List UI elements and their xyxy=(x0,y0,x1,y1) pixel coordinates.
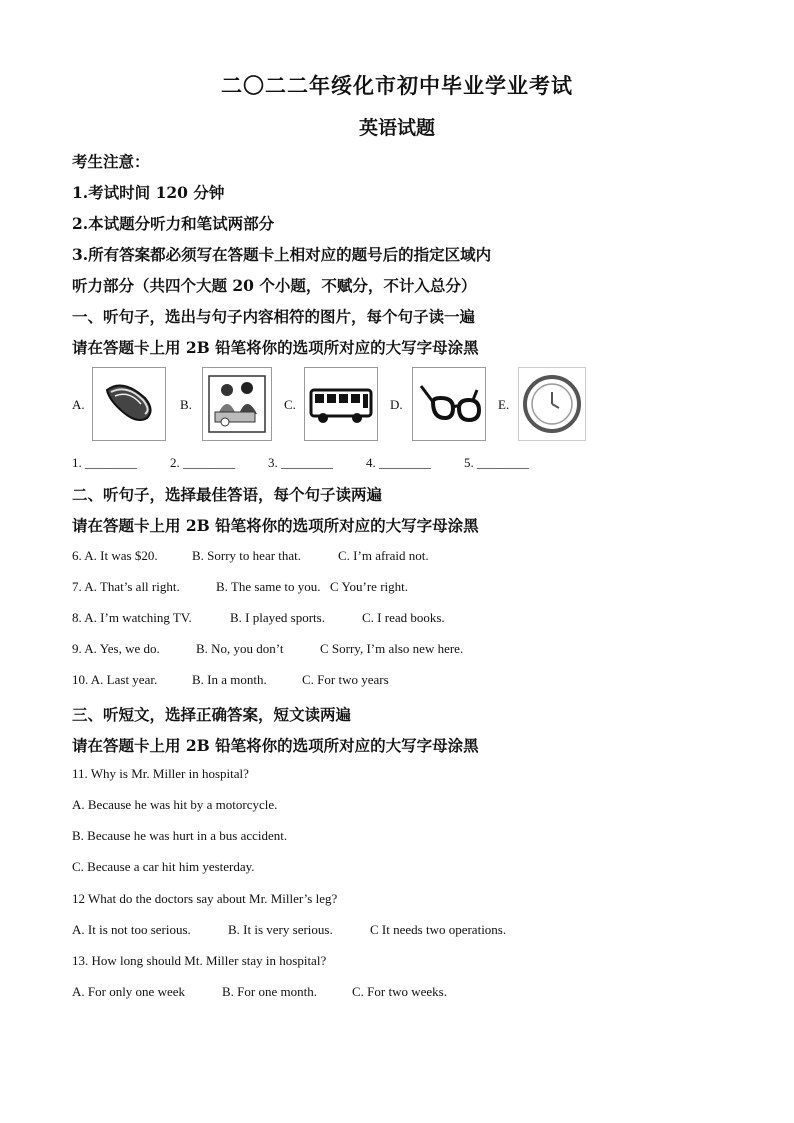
option-8a[interactable]: 8. A. I’m watching TV. xyxy=(72,610,192,625)
question-10 xyxy=(72,672,389,688)
question-12-options xyxy=(72,922,506,938)
picture-option-e[interactable] xyxy=(518,367,586,441)
option-11a[interactable]: A. Because he was hit by a motorcycle. xyxy=(72,797,278,812)
option-13b[interactable]: B. For one month. xyxy=(222,984,317,999)
option-6a[interactable]: 6. A. It was $20. xyxy=(72,548,158,563)
question-9 xyxy=(72,641,463,657)
option-6c[interactable]: C. I’m afraid not. xyxy=(338,548,429,563)
answer-blank-3[interactable]: 3. ________ xyxy=(268,455,333,470)
picture-option-d[interactable] xyxy=(412,367,486,441)
option-9a[interactable]: 9. A. Yes, we do. xyxy=(72,641,160,656)
picture-label-d: D. xyxy=(390,397,403,412)
section3-title: 三、听短文，选择正确答案，短文读两遍 xyxy=(72,705,352,724)
option-7c[interactable]: C You’re right. xyxy=(330,579,409,594)
answer-blank-4[interactable]: 4. ________ xyxy=(366,455,431,470)
picture-option-b[interactable] xyxy=(202,367,272,441)
option-12b[interactable]: B. It is very serious. xyxy=(228,922,333,937)
question-11: 11. Why is Mr. Miller in hospital? xyxy=(72,766,249,781)
option-11c[interactable]: C. Because a car hit him yesterday. xyxy=(72,859,255,874)
option-8c[interactable]: C. I read books. xyxy=(362,610,445,625)
section2-title: 二、听句子，选择最佳答语，每个句子读两遍 xyxy=(72,485,383,504)
note-item-1: 1.考试时间 120 分钟 xyxy=(72,183,225,202)
glasses-icon xyxy=(413,368,485,440)
option-10a[interactable]: 10. A. Last year. xyxy=(72,672,158,687)
option-13a[interactable]: A. For only one week xyxy=(72,984,186,999)
answer-blank-1[interactable]: 1. ________ xyxy=(72,455,137,470)
exam-title: 二〇二二年绥化市初中毕业学业考试 xyxy=(221,73,573,98)
option-9c[interactable]: C Sorry, I’m also new here. xyxy=(320,641,464,656)
question-13: 13. How long should Mt. Miller stay in hospital? xyxy=(72,953,327,968)
question-12: 12 What do the doctors say about Mr. Miller’s leg? xyxy=(72,891,338,906)
section1-title: 一、听句子，选出与句子内容相符的图片，每个句子读一遍 xyxy=(72,307,476,326)
option-7b[interactable]: B. The same to you. xyxy=(216,579,321,594)
answer-blank-2[interactable]: 2. ________ xyxy=(170,455,235,470)
answer-blanks xyxy=(72,455,562,471)
option-13c[interactable]: C. For two weeks. xyxy=(352,984,447,999)
picture-option-a[interactable] xyxy=(92,367,166,441)
listening-intro: 听力部分（共四个大题 20 个小题，不赋分，不计入总分） xyxy=(72,276,477,295)
question-13-options xyxy=(72,984,447,1000)
option-12c[interactable]: C It needs two operations. xyxy=(370,922,507,937)
option-6b[interactable]: B. Sorry to hear that. xyxy=(192,548,302,563)
exam-subtitle: 英语试题 xyxy=(358,117,435,139)
hot-dog-icon xyxy=(93,368,165,440)
picture-options xyxy=(72,367,632,443)
option-12a[interactable]: A. It is not too serious. xyxy=(72,922,191,937)
people-scene-icon xyxy=(203,368,271,440)
option-7a[interactable]: 7. A. That’s all right. xyxy=(72,579,180,594)
option-10b[interactable]: B. In a month. xyxy=(192,672,267,687)
picture-label-a: A. xyxy=(72,397,85,412)
section1-instruction: 请在答题卡上用 2B 铅笔将你的选项所对应的大写字母涂黑 xyxy=(72,338,479,357)
picture-label-c: C. xyxy=(284,397,296,412)
option-8b[interactable]: B. I played sports. xyxy=(230,610,325,625)
picture-label-b: B. xyxy=(180,397,192,412)
question-7 xyxy=(72,579,408,595)
bus-icon xyxy=(305,368,377,440)
option-10c[interactable]: C. For two years xyxy=(302,672,389,687)
answer-blank-5[interactable]: 5. ________ xyxy=(464,455,529,470)
clock-icon xyxy=(519,368,585,440)
section2-instruction: 请在答题卡上用 2B 铅笔将你的选项所对应的大写字母涂黑 xyxy=(72,516,479,535)
picture-option-c[interactable] xyxy=(304,367,378,441)
picture-label-e: E. xyxy=(498,397,510,412)
notes-heading: 考生注意： xyxy=(72,152,150,171)
question-8 xyxy=(72,610,445,626)
option-9b[interactable]: B. No, you don’t xyxy=(196,641,284,656)
note-item-3: 3.所有答案都必须写在答题卡上相对应的题号后的指定区域内 xyxy=(72,245,492,264)
section3-instruction: 请在答题卡上用 2B 铅笔将你的选项所对应的大写字母涂黑 xyxy=(72,736,479,755)
question-6 xyxy=(72,548,429,564)
note-item-2: 2.本试题分听力和笔试两部分 xyxy=(72,214,275,233)
option-11b[interactable]: B. Because he was hurt in a bus accident. xyxy=(72,828,288,843)
